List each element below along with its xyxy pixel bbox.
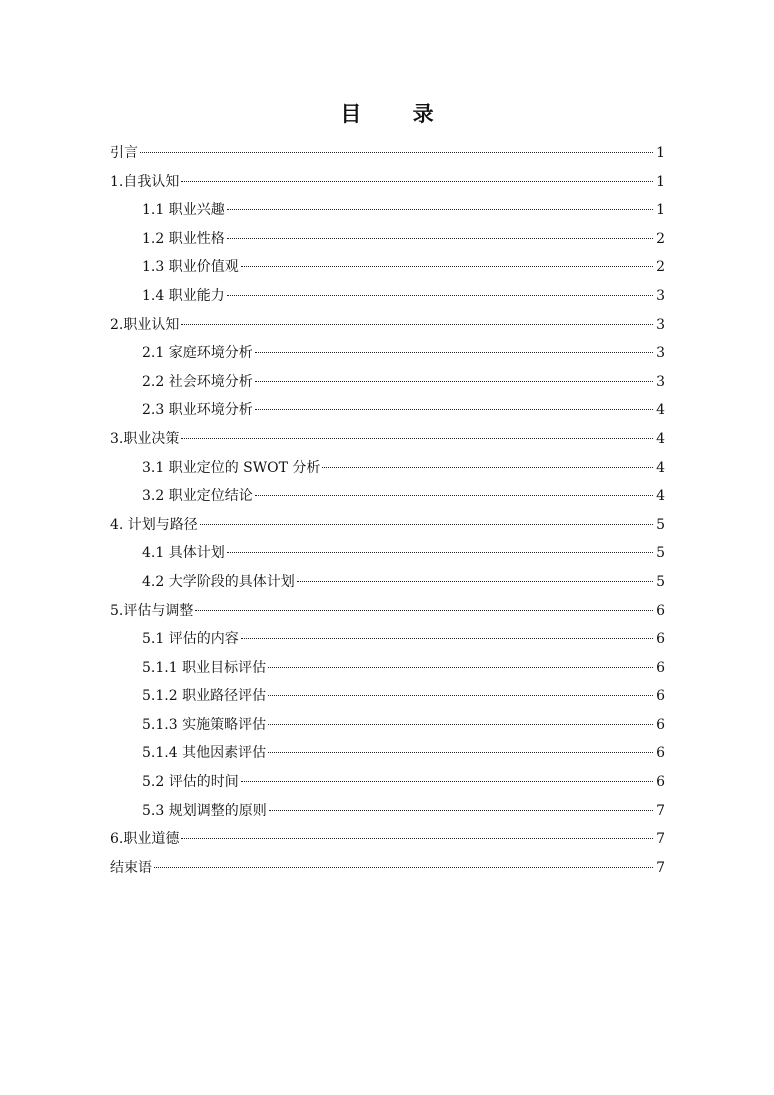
- dot-leader: [241, 638, 653, 639]
- toc-subentry[interactable]: [110, 371, 665, 400]
- toc-entry[interactable]: [110, 314, 665, 343]
- table-of-contents: [110, 142, 665, 885]
- toc-entry-title: 3.职业决策: [110, 430, 180, 447]
- dot-leader: [181, 838, 653, 839]
- toc-page-number: 1: [656, 202, 665, 219]
- toc-entry-title: 2.3 职业环境分析: [142, 402, 253, 419]
- toc-entry[interactable]: [110, 857, 665, 886]
- dot-leader: [255, 381, 653, 382]
- dot-leader: [268, 724, 653, 725]
- toc-entry-title: 1.3 职业价值观: [142, 259, 239, 276]
- toc-entry-title: 1.4 职业能力: [142, 287, 225, 304]
- dot-leader: [255, 409, 653, 410]
- toc-subentry[interactable]: [110, 399, 665, 428]
- dot-leader: [268, 752, 653, 753]
- toc-entry-title: 4. 计划与路径: [110, 516, 198, 533]
- toc-entry[interactable]: [110, 514, 665, 543]
- toc-page-number: 2: [656, 230, 665, 247]
- toc-entry-title: 3.1 职业定位的 SWOT 分析: [142, 459, 321, 476]
- dot-leader: [140, 152, 653, 153]
- toc-page-number: 5: [656, 573, 665, 590]
- dot-leader: [227, 209, 653, 210]
- toc-entry-title: 2.1 家庭环境分析: [142, 345, 253, 362]
- toc-subentry[interactable]: [110, 285, 665, 314]
- toc-entry-title: 引言: [110, 145, 138, 161]
- toc-page-number: 1: [656, 145, 665, 161]
- toc-subentry[interactable]: [110, 542, 665, 571]
- toc-page-number: 6: [656, 659, 665, 676]
- toc-page-number: 1: [656, 173, 665, 190]
- toc-page-number: 6: [656, 688, 665, 705]
- dot-leader: [268, 695, 653, 696]
- toc-subentry[interactable]: [110, 571, 665, 600]
- toc-page-number: 7: [656, 859, 665, 876]
- toc-entry-title: 5.1.3 实施策略评估: [142, 716, 267, 733]
- dot-leader: [268, 667, 653, 668]
- toc-entry-title: 1.1 职业兴趣: [142, 202, 225, 219]
- dot-leader: [269, 810, 653, 811]
- dot-leader: [195, 610, 653, 611]
- toc-page-number: 5: [656, 545, 665, 562]
- toc-page-number: 6: [656, 716, 665, 733]
- dot-leader: [255, 352, 653, 353]
- toc-page-number: 7: [656, 802, 665, 819]
- dot-leader: [227, 552, 653, 553]
- toc-entry-title: 5.2 评估的时间: [142, 774, 239, 791]
- toc-page-number: 6: [656, 631, 665, 648]
- toc-subentry[interactable]: [110, 714, 665, 743]
- toc-subentry[interactable]: [110, 742, 665, 771]
- toc-entry[interactable]: [110, 600, 665, 629]
- dot-leader: [322, 467, 653, 468]
- toc-subentry[interactable]: [110, 685, 665, 714]
- toc-page-number: 3: [656, 373, 665, 390]
- dot-leader: [255, 495, 653, 496]
- toc-entry-title: 5.1 评估的内容: [142, 631, 239, 648]
- toc-subentry[interactable]: [110, 256, 665, 285]
- toc-page-number: 3: [656, 345, 665, 362]
- dot-leader: [227, 295, 653, 296]
- toc-entry-title: 1.2 职业性格: [142, 230, 225, 247]
- toc-entry-title: 2.2 社会环境分析: [142, 373, 253, 390]
- toc-page-number: 5: [656, 516, 665, 533]
- toc-page-number: 4: [656, 430, 665, 447]
- toc-subentry[interactable]: [110, 628, 665, 657]
- toc-entry-title: 5.评估与调整: [110, 602, 194, 619]
- toc-entry-title: 5.1.1 职业目标评估: [142, 659, 267, 676]
- toc-entry-title: 4.1 具体计划: [142, 545, 225, 562]
- dot-leader: [200, 524, 653, 525]
- toc-page-number: 2: [656, 259, 665, 276]
- toc-subentry[interactable]: [110, 485, 665, 514]
- toc-entry[interactable]: [110, 171, 665, 200]
- toc-entry-title: 结束语: [110, 859, 152, 876]
- toc-entry-title: 5.3 规划调整的原则: [142, 802, 267, 819]
- toc-entry-title: 2.职业认知: [110, 316, 180, 333]
- toc-subentry[interactable]: [110, 657, 665, 686]
- dot-leader: [227, 238, 653, 239]
- toc-page-number: 4: [656, 459, 665, 476]
- toc-title: 目 录: [340, 101, 456, 126]
- dot-leader: [241, 266, 653, 267]
- toc-page-number: 6: [656, 745, 665, 762]
- dot-leader: [154, 867, 653, 868]
- dot-leader: [297, 581, 653, 582]
- dot-leader: [181, 181, 653, 182]
- toc-page-number: 4: [656, 488, 665, 505]
- toc-subentry[interactable]: [110, 457, 665, 486]
- toc-entry-title: 5.1.2 职业路径评估: [142, 688, 267, 705]
- toc-entry[interactable]: [110, 142, 665, 171]
- toc-entry[interactable]: [110, 828, 665, 857]
- dot-leader: [181, 324, 653, 325]
- toc-page-number: 6: [656, 774, 665, 791]
- toc-page-number: 7: [656, 831, 665, 848]
- toc-entry-title: 6.职业道德: [110, 831, 180, 848]
- toc-entry-title: 4.2 大学阶段的具体计划: [142, 573, 295, 590]
- toc-page-number: 6: [656, 602, 665, 619]
- toc-subentry[interactable]: [110, 342, 665, 371]
- toc-entry-title: 3.2 职业定位结论: [142, 488, 253, 505]
- dot-leader: [181, 438, 653, 439]
- toc-subentry[interactable]: [110, 199, 665, 228]
- toc-subentry[interactable]: [110, 228, 665, 257]
- dot-leader: [241, 781, 653, 782]
- toc-entry-title: 1.自我认知: [110, 173, 180, 190]
- toc-page-number: 3: [656, 287, 665, 304]
- toc-subentry[interactable]: [110, 800, 665, 829]
- toc-entry-title: 5.1.4 其他因素评估: [142, 745, 267, 762]
- toc-subentry[interactable]: [110, 771, 665, 800]
- toc-entry[interactable]: [110, 428, 665, 457]
- toc-page-number: 4: [656, 402, 665, 419]
- toc-page-number: 3: [656, 316, 665, 333]
